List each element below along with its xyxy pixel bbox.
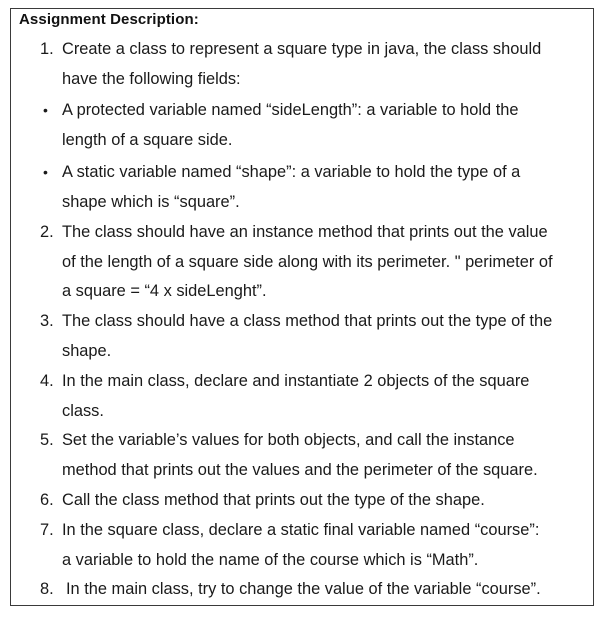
list-item-text (62, 307, 584, 366)
text-line: have the following fields: (62, 69, 241, 88)
list-number: 5. (40, 431, 54, 449)
text-line: Create a class to represent a square type in java, the class should (62, 40, 542, 58)
text-line: A static variable named “shape”: a variable to hold the type of a (62, 163, 521, 181)
list-item-text (62, 96, 584, 155)
list-item-text (62, 367, 584, 426)
text-line: method that prints out the values and the perimeter of the square. (62, 460, 538, 479)
list-item-text (62, 35, 584, 94)
text-line: shape which is “square”. (62, 192, 240, 211)
list-item-text (62, 426, 584, 485)
text-line: of the length of a square side along with its perimeter. " perimeter of (62, 252, 553, 271)
list-item-text (66, 575, 588, 605)
list-number: 7. (40, 521, 54, 539)
bullet-icon: • (43, 102, 48, 118)
assignment-box (10, 8, 594, 606)
text-line: A protected variable named “sideLength”: a variable to hold the (62, 101, 519, 119)
text-line: Set the variable’s values for both objects, and call the instance (62, 431, 515, 449)
text-line: In the main class, try to change the value of the variable “course”. (66, 580, 541, 598)
list-item-text (62, 158, 584, 217)
list-number: 8. (40, 580, 54, 598)
text-line: In the square class, declare a static final variable named “course”: (62, 521, 540, 539)
list-number: 2. (40, 223, 54, 241)
list-number: 6. (40, 491, 54, 509)
list-item-text (62, 486, 584, 516)
text-line: a variable to hold the name of the course which is “Math”. (62, 550, 479, 569)
list-number: 3. (40, 312, 54, 330)
list-item-text (62, 516, 584, 575)
list-number: 4. (40, 372, 54, 390)
text-line: The class should have a class method that prints out the type of the (62, 312, 553, 330)
text-line: The class should have an instance method that prints out the value (62, 223, 548, 241)
list-item-text (62, 218, 584, 307)
text-line: a square = “4 x sideLenght”. (62, 282, 267, 300)
text-line: length of a square side. (62, 130, 233, 149)
text-line: Call the class method that prints out the type of the shape. (62, 491, 485, 509)
bullet-icon: • (43, 164, 48, 180)
list-number: 1. (40, 40, 54, 58)
text-line: In the main class, declare and instantiate 2 objects of the square (62, 372, 530, 390)
text-line: class. (62, 401, 104, 420)
text-line: shape. (62, 341, 112, 360)
assignment-heading: Assignment Description: (19, 11, 199, 28)
